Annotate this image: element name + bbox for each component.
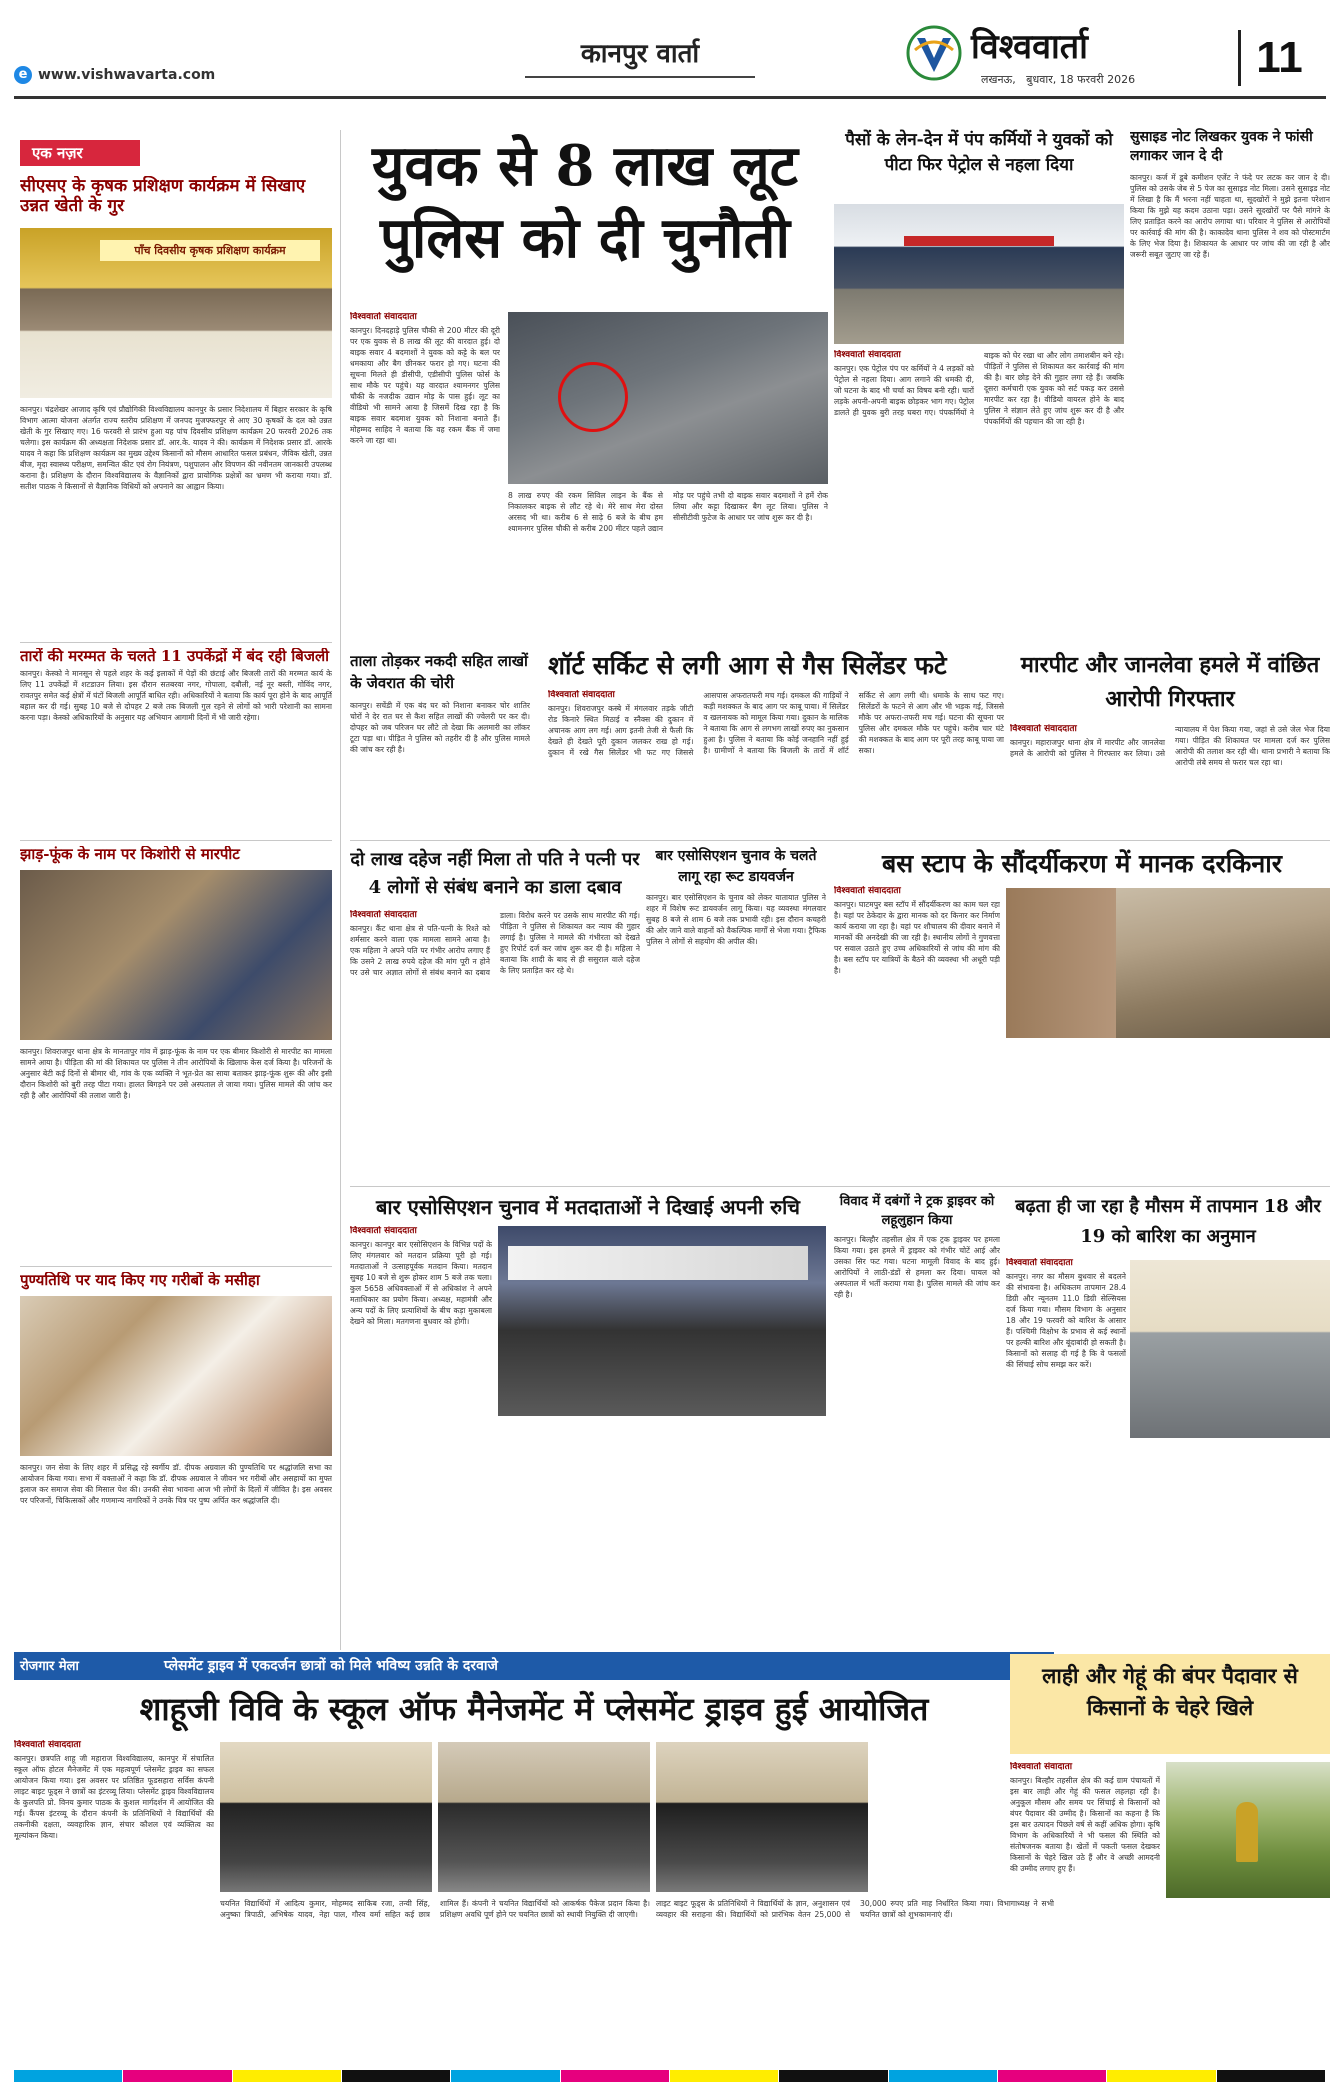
web-e-icon: e bbox=[14, 66, 32, 84]
pump-body-text: कानपुर। एक पेट्रोल पंप पर कर्मियों ने 4 लड़कों को पेट्रोल से नहला दिया। आग लगाने की धमकी दी, जो घटना के बाद भी चर्चा का विषय बनी रही। चारों लड़के अपनी-अपनी बाइक छोड़कर भाग गए। पेट्रोल डालते ही युवक बुरी तरह घबरा गए। पंपकर्मियों ने बाइक को घेर रखा था और लोग तमाशबीन बने रहे। पीड़ितों ने पुलिस से शिकायत कर कार्रवाई की मांग की है। bbox=[834, 351, 1124, 417]
truck-title: विवाद में दबंगों ने ट्रक ड्राइवर को लहूलुहान किया bbox=[839, 1194, 995, 1228]
divider bbox=[350, 840, 1330, 841]
fire-body bbox=[548, 690, 1004, 834]
bottom-body bbox=[14, 1740, 214, 2060]
suicide-title: सुसाइड नोट लिखकर युवक ने फांसी लगाकर जान दे दी bbox=[1130, 129, 1313, 164]
pump-photo-canopy bbox=[904, 236, 1054, 246]
sidebar-s1-body: कानपुर। चंद्रशेखर आजाद कृषि एवं प्रौद्योगिकी विश्वविद्यालय कानपुर के प्रसार निदेशालय में बिहार सरकार के कृषि विभाग आत्मा योजना अंतर्गत राज्य स्तरीय प्रशिक्षण में जनपद मुजफ्फरपुर से आए 30 कृषकों के दल को उन्नत खेती के गुर सिखाए गए। 16 फरवरी से प्रारंभ हुआ यह पांच दिवसीय प्रशिक्षण कार्यक्रम 20 फरवरी 2026 तक चलेगा। इस कार्यक्रम की अध्यक्षता निदेशक प्रसार डॉ. आर.के. यादव ने की। कार्यक्रम में निदेशक प्रसार डॉ. आरके यादव ने कहा कि प्रशिक्षण कार्यक्रम का मुख्य उद्देश्य किसानों को मौसम आधारित फसल प्रबंधन, जैविक खेती, उन्नत बीज, मृदा स्वास्थ्य परीक्षण, समन्वित कीट एवं रोग नियंत्रण, पशुपालन और विपणन की नवीनतम जानकारी उपलब्ध कराना है। प्रशिक्षण के दौरान विश्वविद्यालय के वैज्ञानिकों द्वारा प्रायोगिक प्रक्षेत्रों का भ्रमण भी कराया गया। डॉ. सतीश पाठक ने किसानों से वैज्ञानिक विधियों को अपनाने का आह्वान किया। bbox=[20, 405, 332, 491]
busstop-photo-wall bbox=[1006, 888, 1116, 1038]
fire-body-text: कानपुर। शिवराजपुर कस्बे में मंगलवार तड़के जीटी रोड किनारे स्थित मिठाई व स्नैक्स की दुकान में अचानक आग लग गई। आग इतनी तेजी से फैली कि देखते ही देखते पूरी दुकान जलकर राख हो गई। दुकान में रखे गैस सिलेंडर भी फट गए जिससे आसपास अफरातफरी मच गई। दमकल की गाड़ियों ने कड़ी मशक्कत के बाद आग पर काबू पाया। bbox=[548, 691, 849, 757]
bottom-tag: रोजगार मेला bbox=[20, 1659, 79, 1674]
brand-logo-icon bbox=[905, 24, 963, 82]
busstop-body bbox=[834, 886, 1000, 1180]
barvote2-photo-banner bbox=[508, 1246, 808, 1280]
barvote2-title: बार एसोसिएशन चुनाव में मतदाताओं ने दिखाई अपनी रुचि bbox=[376, 1195, 800, 1219]
farm-title: लाही और गेहूं की बंपर पैदावार से किसानों के चेहरे खिले bbox=[1042, 1663, 1298, 1720]
bottom-body-col3: लाइट बाइट फूड्स के प्रतिनिधियों ने विद्यार्थियों के ज्ञान, अनुशासन एवं व्यवहार की सराहना की। विद्यार्थियों को प्रारंभिक वेतन 25,000 से 30,000 रुपए प्रति माह निर्धारित किया गया। विभागाध्यक्ष ने सभी चयनित छात्रों को शुभकामनाएं दीं। bbox=[656, 1899, 1054, 1919]
divider bbox=[20, 840, 332, 841]
fire-body-text3: धमाके के साथ फट गए। सिलेंडरों के फटने से आग और भी भड़क गई, जिससे मौके पर अफरा-तफरी मच गई। घटना की सूचना पर पुलिस और दमकल मौके पर पहुंचे। करीब चार घंटे की मशक्कत के बाद आग पर पूरी तरह काबू पाया जा सका। bbox=[858, 691, 1004, 755]
pump-body-text2: बार छोड़ देने की गुहार लगा रहे हैं। जबकि दूसरा कर्मचारी एक युवक को सर्ट पकड़ कर उससे मारपीट कर रहा है। वीडियो वायरल होने के बाद पुलिस ने संज्ञान लेते हुए जांच शुरू कर दी है और पंपकर्मियों की पहचान की जा रही है। bbox=[984, 373, 1124, 426]
jewel-title: ताला तोड़कर नकदी सहित लाखों के जेवरात की चोरी bbox=[350, 652, 528, 692]
page-number: 11 bbox=[1238, 30, 1318, 86]
assault-body-text: कानपुर। महाराजपुर थाना क्षेत्र में मारपीट और जानलेवा हमले के आरोपी को पुलिस ने गिरफ्तार कर लिया। उसे न्यायालय में पेश किया गया, जहां से उसे जेल भेज दिया गया। पीड़ित की शिकायत पर मामला दर्ज कर पुलिस आरोपी की तलाश कर रही थी। थाना प्रभारी ने बताया कि आरोपी लंबे समय से फरार चल रहा था। bbox=[1010, 725, 1330, 767]
lead-body bbox=[350, 312, 500, 642]
pump-title: पैसों के लेन-देन में पंप कर्मियों ने युवकों को पीटा फिर पेट्रोल से नहला दिया bbox=[845, 130, 1113, 175]
weather-title: बढ़ता ही जा रहा है मौसम में तापमान 18 और 19 को बारिश का अनुमान bbox=[1015, 1196, 1321, 1247]
bottom-byline: विश्ववार्ता संवाददाता bbox=[14, 1740, 81, 1750]
sidebar-tag: एक नज़र bbox=[20, 140, 140, 166]
busstop-photo bbox=[1006, 888, 1330, 1038]
barvote2-photo bbox=[498, 1226, 826, 1416]
dateline: लखनऊ, बुधवार, 18 फरवरी 2026 bbox=[981, 73, 1136, 86]
farm-body-text: कानपुर। बिल्हौर तहसील क्षेत्र की कई ग्राम पंचायतों में इस बार लाही और गेहूं की फसल लहलहा रही है। अनुकूल मौसम और समय पर सिंचाई से किसानों को बंपर पैदावार की उम्मीद है। किसानों का कहना है कि इस बार उत्पादन पिछले वर्ष से कहीं अधिक होगा। कृषि विभाग के अधिकारियों ने भी फसल की स्थिति को संतोषजनक बताया है। खेतों में पकती फसल देखकर किसानों के चेहरे खिल उठे हैं और वे अच्छी आमदनी की उम्मीद लगाए हुए हैं। bbox=[1010, 1776, 1160, 1873]
sidebar-s4-body: कानपुर। जन सेवा के लिए शहर में प्रसिद्ध रहे स्वर्गीय डॉ. दीपक अग्रवाल की पुण्यतिथि पर श्रद्धांजलि सभा का आयोजन किया गया। सभा में वक्ताओं ने कहा कि डॉ. दीपक अग्रवाल ने जीवन भर गरीबों और असहायों का मुफ्त इलाज कर समाज सेवा की मिसाल पेश की। उनकी सेवा भावना आज भी लोगों के दिलों में जीवित है। इस अवसर पर परिजनों, चिकित्सकों और गणमान्य नागरिकों ने उनके चित्र पर पुष्प अर्पित कर श्रद्धांजलि दी। bbox=[20, 1463, 332, 1505]
sidebar-s4-photo bbox=[20, 1296, 332, 1456]
lead-body-col2: 8 लाख रुपए की रकम सिविल लाइन के बैंक से निकालकर बाइक से लौट रहे थे। मेरे साथ मेरा दोस्त अरसद भी था। करीब 6 से साढ़े 6 बजे के बीच हम श्यामनगर पुलिस चौकी से करीब 200 मीटर पहले उद्यान मोड़ पर पहुंचे तभी दो बाइक सवार बदमाशों ने हमें रोक लिया और कट्टा दिखाकर बैग लूट लिया। पुलिस ने सीसीटीवी फुटेज के आधार पर जांच शुरू कर दी है। bbox=[508, 491, 828, 533]
divider bbox=[20, 642, 332, 643]
sidebar-s1-photo bbox=[20, 228, 332, 398]
bottom-photo-2 bbox=[438, 1742, 650, 1892]
column-rule bbox=[340, 130, 341, 1650]
suicide-body: कानपुर। कर्ज में डूबे कमीशन एजेंट ने फंदे पर लटक कर जान दे दी। पुलिस को उसके जेब से 5 पेज का सुसाइड नोट मिला। उसने सुसाइड नोट में लिखा है कि मैं भरना नहीं चाहता था, सूदखोरों ने मुझे इतना परेशान किया कि मुझे यह कदम उठाना पड़ा। उसने सूदखोरों पर पैसे मांगने के लिए प्रताड़ित करने का आरोप लगाया था। परिवार ने पुलिस से आरोपियों पर कार्रवाई की मांग की है। काकादेव थाना पुलिस ने शव को पोस्टमार्टम के लिए भेज दिया है। शिकायत के आधार पर जांच की जा रही है और जरूरी सबूत जुटाए जा रहे हैं। bbox=[1130, 173, 1330, 259]
pump-body bbox=[834, 350, 1124, 640]
brand-block bbox=[905, 20, 1235, 90]
lead-byline: विश्ववार्ता संवाददाता bbox=[350, 312, 417, 322]
barvote2-body bbox=[350, 1226, 492, 1646]
weather-body bbox=[1006, 1258, 1126, 1646]
bottom-band bbox=[14, 1652, 1054, 1680]
assault-title: मारपीट और जानलेवा हमले में वांछित आरोपी गिरफ्तार bbox=[1020, 652, 1320, 712]
lead-title: युवक से 8 लाख लूट पुलिस को दी चुनौती bbox=[372, 133, 798, 271]
lead-photo bbox=[508, 312, 828, 484]
bottom-body-text: कानपुर। छत्रपति शाहू जी महाराज विश्वविद्यालय, कानपुर में संचालित स्कूल ऑफ होटल मैनेजमेंट में एक महत्वपूर्ण प्लेसमेंट ड्राइव का सफल आयोजन किया गया। इस अवसर पर प्रतिष्ठित फूडसहारा सर्विस कंपनी लाइट बाइट फूड्स ने छात्रों का इंटरव्यू लिया। प्लेसमेंट ड्राइव विश्वविद्यालय के कुलपति प्रो. विनय कुमार पाठक के कुशल मार्गदर्शन में आयोजित की गई। कैंपस इंटरव्यू के दौरान कंपनी के प्रतिनिधियों ने विद्यार्थियों की तकनीकी दक्षता, व्यवहारिक ज्ञान, संचार कौशल एवं व्यक्तित्व का मूल्यांकन किया। bbox=[14, 1754, 214, 1840]
pump-photo bbox=[834, 204, 1124, 344]
dowry-body-text: कानपुर। कैंट थाना क्षेत्र से पति-पत्नी के रिश्ते को शर्मसार करने वाला एक मामला सामने आया है। एक महिला ने अपने पति पर गंभीर आरोप लगाए हैं कि उसने 2 लाख रुपये दहेज की मांग पूरी न होने पर उसे चार अज्ञात लोगों से संबंध बनाने का दबाव डाला। विरोध करने पर उसके साथ मारपीट की गई। पीड़िता ने पुलिस से शिकायत कर न्याय की गुहार लगाई है। पुलिस ने मामले की गंभीरता को देखते हुए रिपोर्ट दर्ज कर जांच शुरू कर दी है। महिला ने बताया कि शादी के बाद से ही ससुराल वाले दहेज के लिए प्रताड़ित कर रहे थे। bbox=[350, 911, 640, 977]
website-url[interactable]: www.vishwavarta.com bbox=[38, 67, 216, 83]
bottom-photo-1 bbox=[220, 1742, 432, 1892]
sidebar-s1-banner: पाँच दिवसीय कृषक प्रशिक्षण कार्यक्रम bbox=[100, 240, 320, 261]
assault-body bbox=[1010, 724, 1330, 834]
busstop-byline: विश्ववार्ता संवाददाता bbox=[834, 886, 901, 896]
section-title: कानपुर वार्ता bbox=[580, 39, 700, 69]
lead-photo-highlight bbox=[558, 362, 628, 432]
weather-body-text: कानपुर। नगर का मौसम बुधवार से बदलने की संभावना है। अधिकतम तापमान 28.4 डिग्री और न्यूनतम 11.0 डिग्री सेल्सियस दर्ज किया गया। मौसम विभाग के अनुसार 18 और 19 फरवरी को बारिश के आसार हैं। पश्चिमी विक्षोभ के प्रभाव से कई स्थानों पर हल्की बारिश और बूंदाबांदी हो सकती है। किसानों को सलाह दी गई है कि वे फसलों की सिंचाई सोच समझ कर करें। bbox=[1006, 1272, 1126, 1369]
fire-byline: विश्ववार्ता संवाददाता bbox=[548, 690, 615, 700]
barvote2-body-text: कानपुर। कानपुर बार एसोसिएशन के विभिन्न पदों के लिए मंगलवार को मतदान प्रक्रिया पूरी हो गई। मतदाताओं ने उत्साहपूर्वक मतदान किया। मतदान सुबह 10 बजे से शुरू होकर शाम 5 बजे तक चला। कुल 5658 अधिवक्ताओं में से अधिकांश ने अपने मताधिकार का प्रयोग किया। अध्यक्ष, महामंत्री और अन्य पदों के लिए प्रत्याशियों के बीच कड़ा मुकाबला देखने को मिला। मतगणना बुधवार को होगी। bbox=[350, 1240, 492, 1326]
pump-byline: विश्ववार्ता संवाददाता bbox=[834, 350, 901, 360]
site-url-bar bbox=[14, 64, 274, 86]
dowry-body bbox=[350, 910, 640, 1180]
farm-body bbox=[1010, 1762, 1160, 2058]
header-rule bbox=[14, 96, 1326, 99]
divider bbox=[20, 1266, 332, 1267]
busstop-body-text: कानपुर। घाटमपुर बस स्टॉप में सौंदर्यीकरण का काम चल रहा है। यहां पर ठेकेदार के द्वारा मानक को दर किनार कर निर्माण कार्य कराया जा रहा है। यहां पर शौचालय की दीवार बनाने में मानकों की अनदेखी की जा रही है। स्थानीय लोगों ने गुणवत्ता पर सवाल उठाते हुए उच्च अधिकारियों से जांच की मांग की है। बस स्टॉप पर यात्रियों के बैठने की व्यवस्था भी अधूरी पड़ी है। bbox=[834, 900, 1000, 975]
sidebar-s2-body: कानपुर। केस्को ने मानसून से पहले शहर के कई इलाकों में पेड़ों की छंटाई और बिजली तारों की मरम्मत कार्य के लिए 11 उपकेंद्रों में शटडाउन लिया। इस दौरान सतबरवा नगर, गोपाला, दबौली, नई नूर बस्ती, गोविंद नगर, रावतपुर समेत कई क्षेत्रों में घंटों बिजली आपूर्ति बाधित रही। अधिकारियों ने बताया कि कार्य पूरा होने के बाद आपूर्ति बहाल कर दी गई। सुबह 10 बजे से दोपहर 2 बजे तक बिजली गुल रहने से लोगों को भारी परेशानी का सामना करना पड़ा। केस्को अधिकारियों के अनुसार यह अभियान आगामी दिनों में भी जारी रहेगा। bbox=[20, 669, 332, 722]
bottom-body-col2: चयनित विद्यार्थियों में आदित्य कुमार, मोहम्मद साकिब रजा, तन्वी सिंह, अनुष्का त्रिपाठी, अभिषेक यादव, नेहा पाल, गौरव वर्मा सहित कई छात्र शामिल हैं। कंपनी ने चयनित विद्यार्थियों को आकर्षक पैकेज प्रदान किया है। प्रशिक्षण अवधि पूर्ण होने पर चयनित छात्रों को स्थायी नियुक्ति दी जाएगी। bbox=[220, 1899, 650, 1919]
sidebar-s3-body: कानपुर। शिवराजपुर थाना क्षेत्र के मानतापुर गांव में झाड़-फूंक के नाम पर एक बीमार किशोरी से मारपीट का मामला सामने आया है। पीड़िता की मां की शिकायत पर पुलिस ने तीन आरोपियों के खिलाफ केस दर्ज किया है। परिजनों के अनुसार बेटी कई दिनों से बीमार थी, गांव के एक व्यक्ति ने भूत-प्रेत का साया बताकर झाड़-फूंक शुरू की और इसी दौरान किशोरी को बुरी तरह पीटा गया। हालत बिगड़ने पर उसे अस्पताल ले जाया गया। पुलिस मामले की जांच कर रही है और आरोपियों की तलाश जारी है। bbox=[20, 1047, 332, 1100]
sidebar-s4-title: पुण्यतिथि पर याद किए गए गरीबों के मसीहा bbox=[20, 1272, 260, 1289]
sidebar-s2-title: तारों की मरम्मत के चलते 11 उपकेंद्रों में बंद रही बिजली bbox=[20, 648, 330, 665]
truck-body: कानपुर। बिल्हौर तहसील क्षेत्र में एक ट्रक ड्राइवर पर हमला किया गया। इस हमले में ड्राइवर को गंभीर चोटें आई और उसका सिर फट गया। घटना मामूली विवाद के बाद हुई। आरोपियों ने लाठी-डंडों से हमला कर दिया। घायल को अस्पताल में भर्ती कराया गया है। पुलिस मामले की जांच कर रही है। bbox=[834, 1235, 1000, 1299]
dowry-title: दो लाख दहेज नहीं मिला तो पति ने पत्नी पर 4 लोगों से संबंध बनाने का डाला दबाव bbox=[350, 849, 640, 898]
busstop-title: बस स्टाप के सौंदर्यीकरण में मानक दरकिनार bbox=[882, 849, 1282, 878]
assault-byline: विश्ववार्ता संवाददाता bbox=[1010, 724, 1077, 734]
farm-photo bbox=[1166, 1762, 1330, 1898]
section-underline bbox=[525, 76, 755, 78]
fire-body-text2: में सिलेंडर व खलनायक को मामूल किया गया। दुकान के मालिक ने बताया कि आग से लगभग लाखों रुपए का नुकसान हुआ है। पुलिस ने बताया कि कोई जनहानि नहीं हुई है। ग्रामीणों ने बताया कि बिजली के तारों में शॉर्ट सर्किट से आग लगी थी। bbox=[703, 691, 929, 755]
bottom-photo-3 bbox=[656, 1742, 868, 1892]
sidebar-s3-photo bbox=[20, 870, 332, 1040]
weather-photo bbox=[1130, 1260, 1330, 1438]
bottom-title: शाहूजी विवि के स्कूल ऑफ मैनेजमेंट में प्लेसमेंट ड्राइव हुई आयोजित bbox=[139, 1690, 929, 1728]
barvote1-title: बार एसोसिएशन चुनाव के चलते लागू रहा रूट डायवर्जन bbox=[655, 848, 817, 885]
barvote1-body: कानपुर। बार एसोसिएशन के चुनाव को लेकर यातायात पुलिस ने शहर में विशेष रूट डायवर्जन लागू किया। यह व्यवस्था मंगलवार सुबह 8 बजे से शाम 6 बजे तक प्रभावी रही। इस दौरान कचहरी की ओर जाने वाले वाहनों को वैकल्पिक मार्गों से भेजा गया। ट्रैफिक पुलिस ने लोगों से सहयोग की अपील की। bbox=[646, 893, 826, 946]
sidebar-s1-title: सीएसए के कृषक प्रशिक्षण कार्यक्रम में सिखाए उन्नत खेती के गुर bbox=[20, 176, 306, 217]
fire-title: शॉर्ट सर्किट से लगी आग से गैस सिलेंडर फटे bbox=[548, 651, 947, 680]
jewel-body: कानपुर। सचेंडी में एक बंद घर को निशाना बनाकर चोर शातिर चोरों ने देर रात घर से कैश सहित लाखों की ज्वेलरी पर कर दी। दोपहर को जब परिजन घर लौटे तो देखा कि अलमारी का लॉकर टूटा पड़ा था। पीड़ित ने पुलिस को तहरीर दी है और पुलिस मामले की जांच कर रही है। bbox=[350, 701, 530, 754]
farm-byline: विश्ववार्ता संवादाता bbox=[1010, 1762, 1073, 1772]
dowry-byline: विश्ववार्ता संवाददाता bbox=[350, 910, 417, 920]
barvote2-byline: विश्ववार्ता संवाददाता bbox=[350, 1226, 417, 1236]
print-marks bbox=[14, 2070, 1326, 2082]
sidebar-s3-title: झाड़-फूंक के नाम पर किशोरी से मारपीट bbox=[20, 846, 240, 863]
brand-name: विश्ववार्ता bbox=[971, 27, 1088, 67]
farm-photo-figure bbox=[1236, 1802, 1258, 1862]
divider bbox=[350, 1186, 1330, 1187]
lead-body-text: कानपुर। दिनदहाड़े पुलिस चौकी से 200 मीटर की दूरी पर एक युवक से 8 लाख की लूट की वारदात हुई। दो बाइक सवार 4 बदमाशों ने युवक को कट्टे के बल पर धमकाया और बैग छीनकर फरार हो गए। घटना की सूचना मिलते ही डीसीपी, एडीसीपी पुलिस फोर्स के साथ मौके पर पहुंचे। यह वारदात श्यामनगर पुलिस चौकी के नजदीक उद्यान मोड़ के पास हुई। लूट का वीडियो भी सामने आया है जिसमें दिख रहा है कि बाइक सवार बदमाश युवक को निशाना बनाते हैं। मोहम्मद साहिद ने बताया कि वह रकम बैंक में जमा करने जा रहा था। bbox=[350, 326, 500, 445]
bottom-kicker: प्लेसमेंट ड्राइव में एकदर्जन छात्रों को मिले भविष्य उन्नति के दरवाजे bbox=[164, 1658, 498, 1674]
weather-byline: विश्ववार्ता संवाददाता bbox=[1006, 1258, 1073, 1268]
